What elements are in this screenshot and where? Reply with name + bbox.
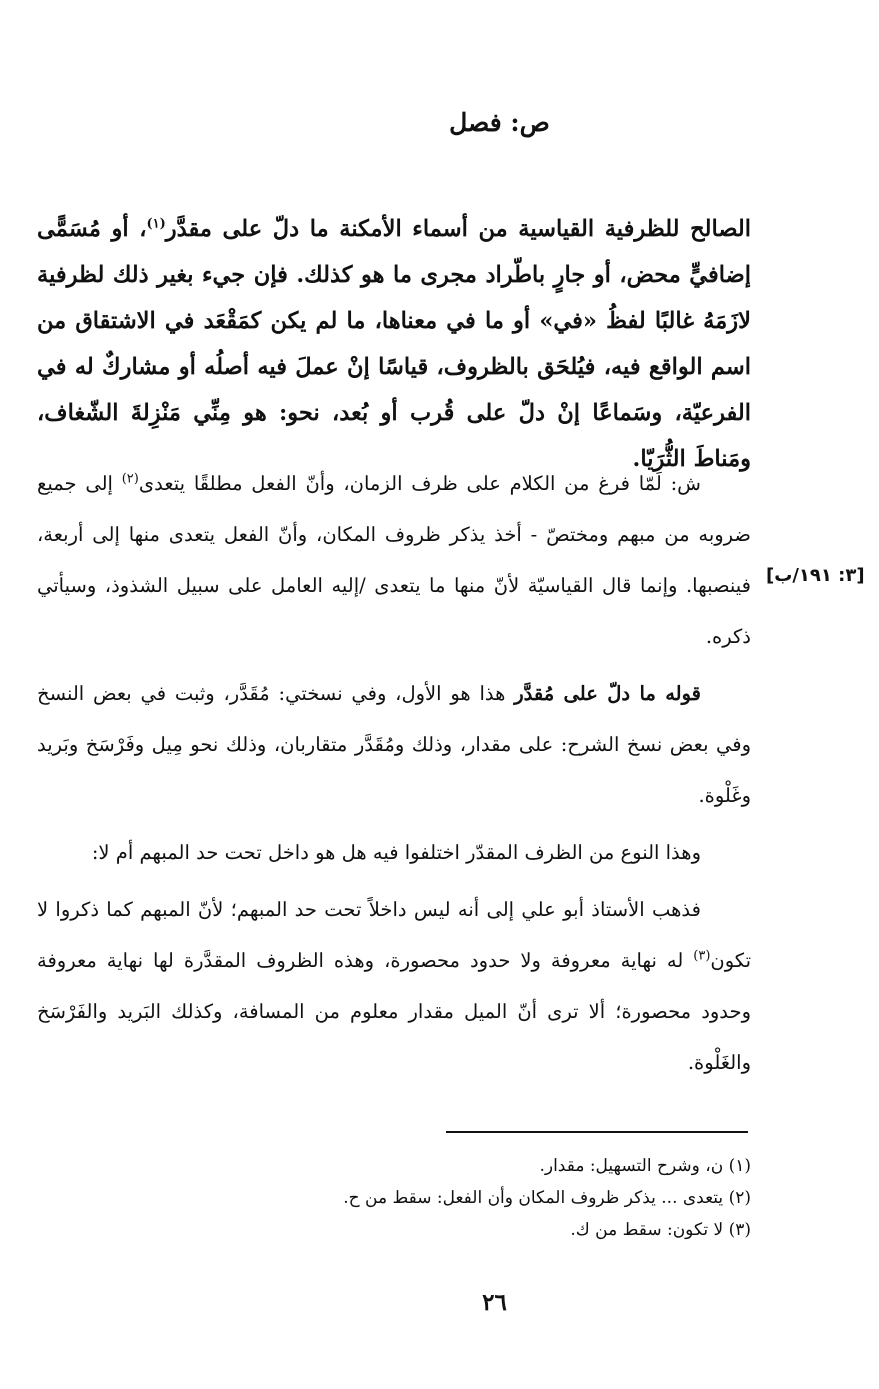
folio-margin-note: [٣: ١٩١/ب] (766, 565, 865, 586)
sharh1-part-2: إلى جميع ضروبه من مبهم ومختصّ - أخذ يذكر ظروف المكان، وأنّ الفعل يتعدى منها إلى أربعة، فينصبها. وإنما قال القياسيّة لأنّ منها ما يتعدى /إليه العامل على سبيل الشذوذ، وسيأتي ذكره. (37, 472, 751, 648)
footnote-ref-1: (١) (146, 216, 166, 232)
section-heading: ص: فصل (449, 108, 550, 137)
matn-part-1: الصالح للظرفية القياسية من أسماء الأمكنة ما دلّ على مقدَّر (165, 216, 751, 242)
matn-paragraph (37, 206, 751, 482)
sharh-paragraph-2 (37, 668, 751, 821)
footnote-ref-3: (٣) (693, 948, 711, 964)
sharh-paragraph-4 (37, 884, 751, 1088)
sharh-text-block (37, 458, 751, 1088)
sharh2-rest: هذا هو الأول، وفي نسختي: مُقَدَّر، وثبت في بعض النسخ وفي بعض نسخ الشرح: على مقدار، وذلك ومُقَدَّر متقاربان، وذلك نحو مِيل وفَرْسَخ وبَريد وغَلْوة. (37, 682, 751, 807)
footnote-3: (٣) لا تكون: سقط من ك. (570, 1220, 751, 1240)
sharh-paragraph-1 (37, 458, 751, 662)
matn-text-block (37, 206, 751, 482)
sharh4-part-2: له نهاية معروفة ولا حدود محصورة، وهذه الظروف المقدَّرة لها نهاية معروفة وحدود محصورة؛ ألا ترى أنّ الميل مقدار معلوم من المسافة، وكذلك البَريد والفَرْسَخ والغَلْوة. (37, 949, 751, 1074)
footnotes (37, 1150, 751, 1246)
footnote-ref-2: (٢) (121, 471, 139, 487)
footnote-separator (446, 1131, 748, 1133)
page-number: ٢٦ (482, 1289, 507, 1316)
footnote-2: (٢) يتعدى ... يذكر ظروف المكان وأن الفعل: سقط من ح. (343, 1188, 751, 1208)
sharh4-part-1: فذهب الأستاذ أبو علي إلى أنه ليس داخلاً تحت حد المبهم؛ لأنّ المبهم كما ذكروا لا تكون (37, 898, 751, 972)
sharh1-part-1: ش: لَمّا فرغ من الكلام على ظرف الزمان، وأنّ الفعل مطلقًا يتعدى (138, 472, 701, 495)
sharh2-lead: قوله ما دلّ على مُقدَّر (514, 682, 701, 705)
footnote-1: (١) ن، وشرح التسهيل: مقدار. (539, 1156, 751, 1176)
sharh-paragraph-3: وهذا النوع من الظرف المقدّر اختلفوا فيه هل هو داخل تحت حد المبهم أم لا: (91, 841, 701, 864)
matn-part-2: ، أو مُسَمًّى إضافيٍّ محض، أو جارٍ باطّراد مجرى ما هو كذلك. فإن جيء بغير ذلك لظرفية لازَمَهُ غالبًا لفظُ «في» أو ما في معناها، ما لم يكن كمَقْعَد في الاشتقاق من اسم الواقع فيه، فيُلحَق بالظروف، قياسًا إنْ عملَ فيه أصلُه أو مشاركٌ له في الفرعيّة، وسَماعًا إنْ دلّ على قُرب أو بُعد، نحو: هو مِنِّي مَنْزِلةَ الشّغاف، ومَناطَ الثُّرَيّا. (37, 216, 751, 472)
